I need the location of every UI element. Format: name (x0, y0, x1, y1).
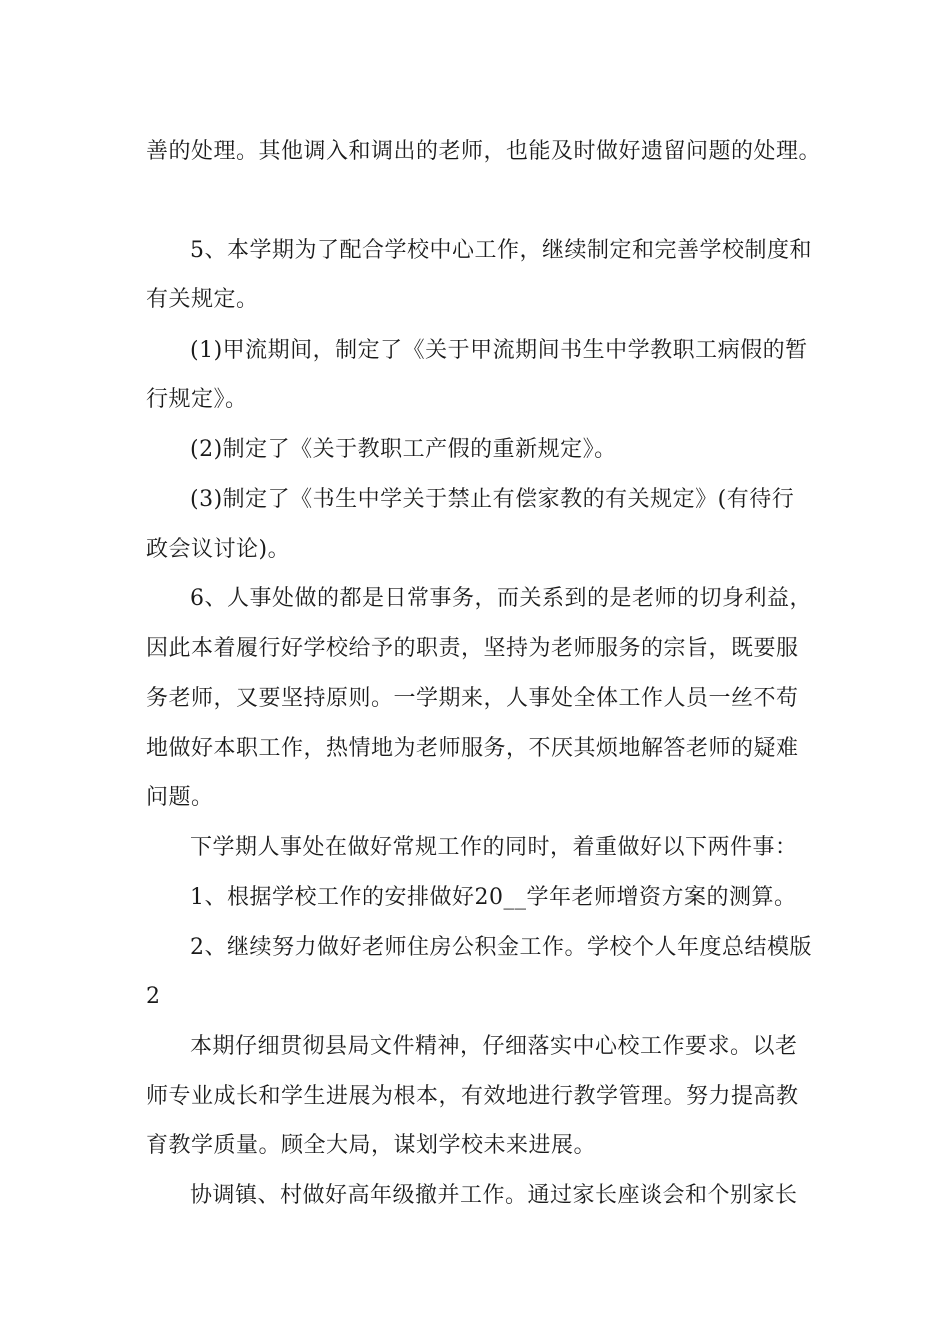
text-line: 地做好本职工作，热情地为老师服务，不厌其烦地解答老师的疑难 (146, 736, 799, 761)
text-line: 5、本学期为了配合学校中心工作，继续制定和完善学校制度和 (190, 238, 812, 263)
text-line: 1、根据学校工作的安排做好20__学年老师增资方案的测算。 (190, 885, 797, 910)
text-line: 有关规定。 (146, 287, 259, 312)
text-line: 本期仔细贯彻县局文件精神，仔细落实中心校工作要求。以老 (190, 1034, 798, 1059)
text-line: 务老师，又要坚持原则。一学期来，人事处全体工作人员一丝不苟 (146, 686, 799, 711)
text-line: (1)甲流期间，制定了《关于甲流期间书生中学教职工病假的暂 (190, 338, 808, 363)
text-line: 协调镇、村做好高年级撤并工作。通过家长座谈会和个别家长 (190, 1183, 798, 1208)
text-line: 2 (146, 984, 161, 1009)
text-line: 育教学质量。顾全大局，谋划学校未来进展。 (146, 1133, 597, 1158)
text-line: 2、继续努力做好老师住房公积金工作。学校个人年度总结模版 (190, 935, 812, 960)
text-line: 师专业成长和学生进展为根本，有效地进行教学管理。努力提高教 (146, 1084, 799, 1109)
text-line: 下学期人事处在做好常规工作的同时，着重做好以下两件事： (190, 835, 798, 860)
text-line: 问题。 (146, 785, 214, 810)
text-line: (3)制定了《书生中学关于禁止有偿家教的有关规定》(有待行 (190, 487, 795, 512)
text-line: 善的处理。其他调入和调出的老师，也能及时做好遗留问题的处理。 (146, 139, 822, 164)
text-line: (2)制定了《关于教职工产假的重新规定》。 (190, 437, 617, 462)
text-line: 行规定》。 (146, 387, 248, 412)
text-line: 6、人事处做的都是日常事务，而关系到的是老师的切身利益， (190, 586, 812, 611)
text-line: 政会议讨论)。 (146, 537, 291, 562)
text-line: 因此本着履行好学校给予的职责，坚持为老师服务的宗旨，既要服 (146, 636, 799, 661)
